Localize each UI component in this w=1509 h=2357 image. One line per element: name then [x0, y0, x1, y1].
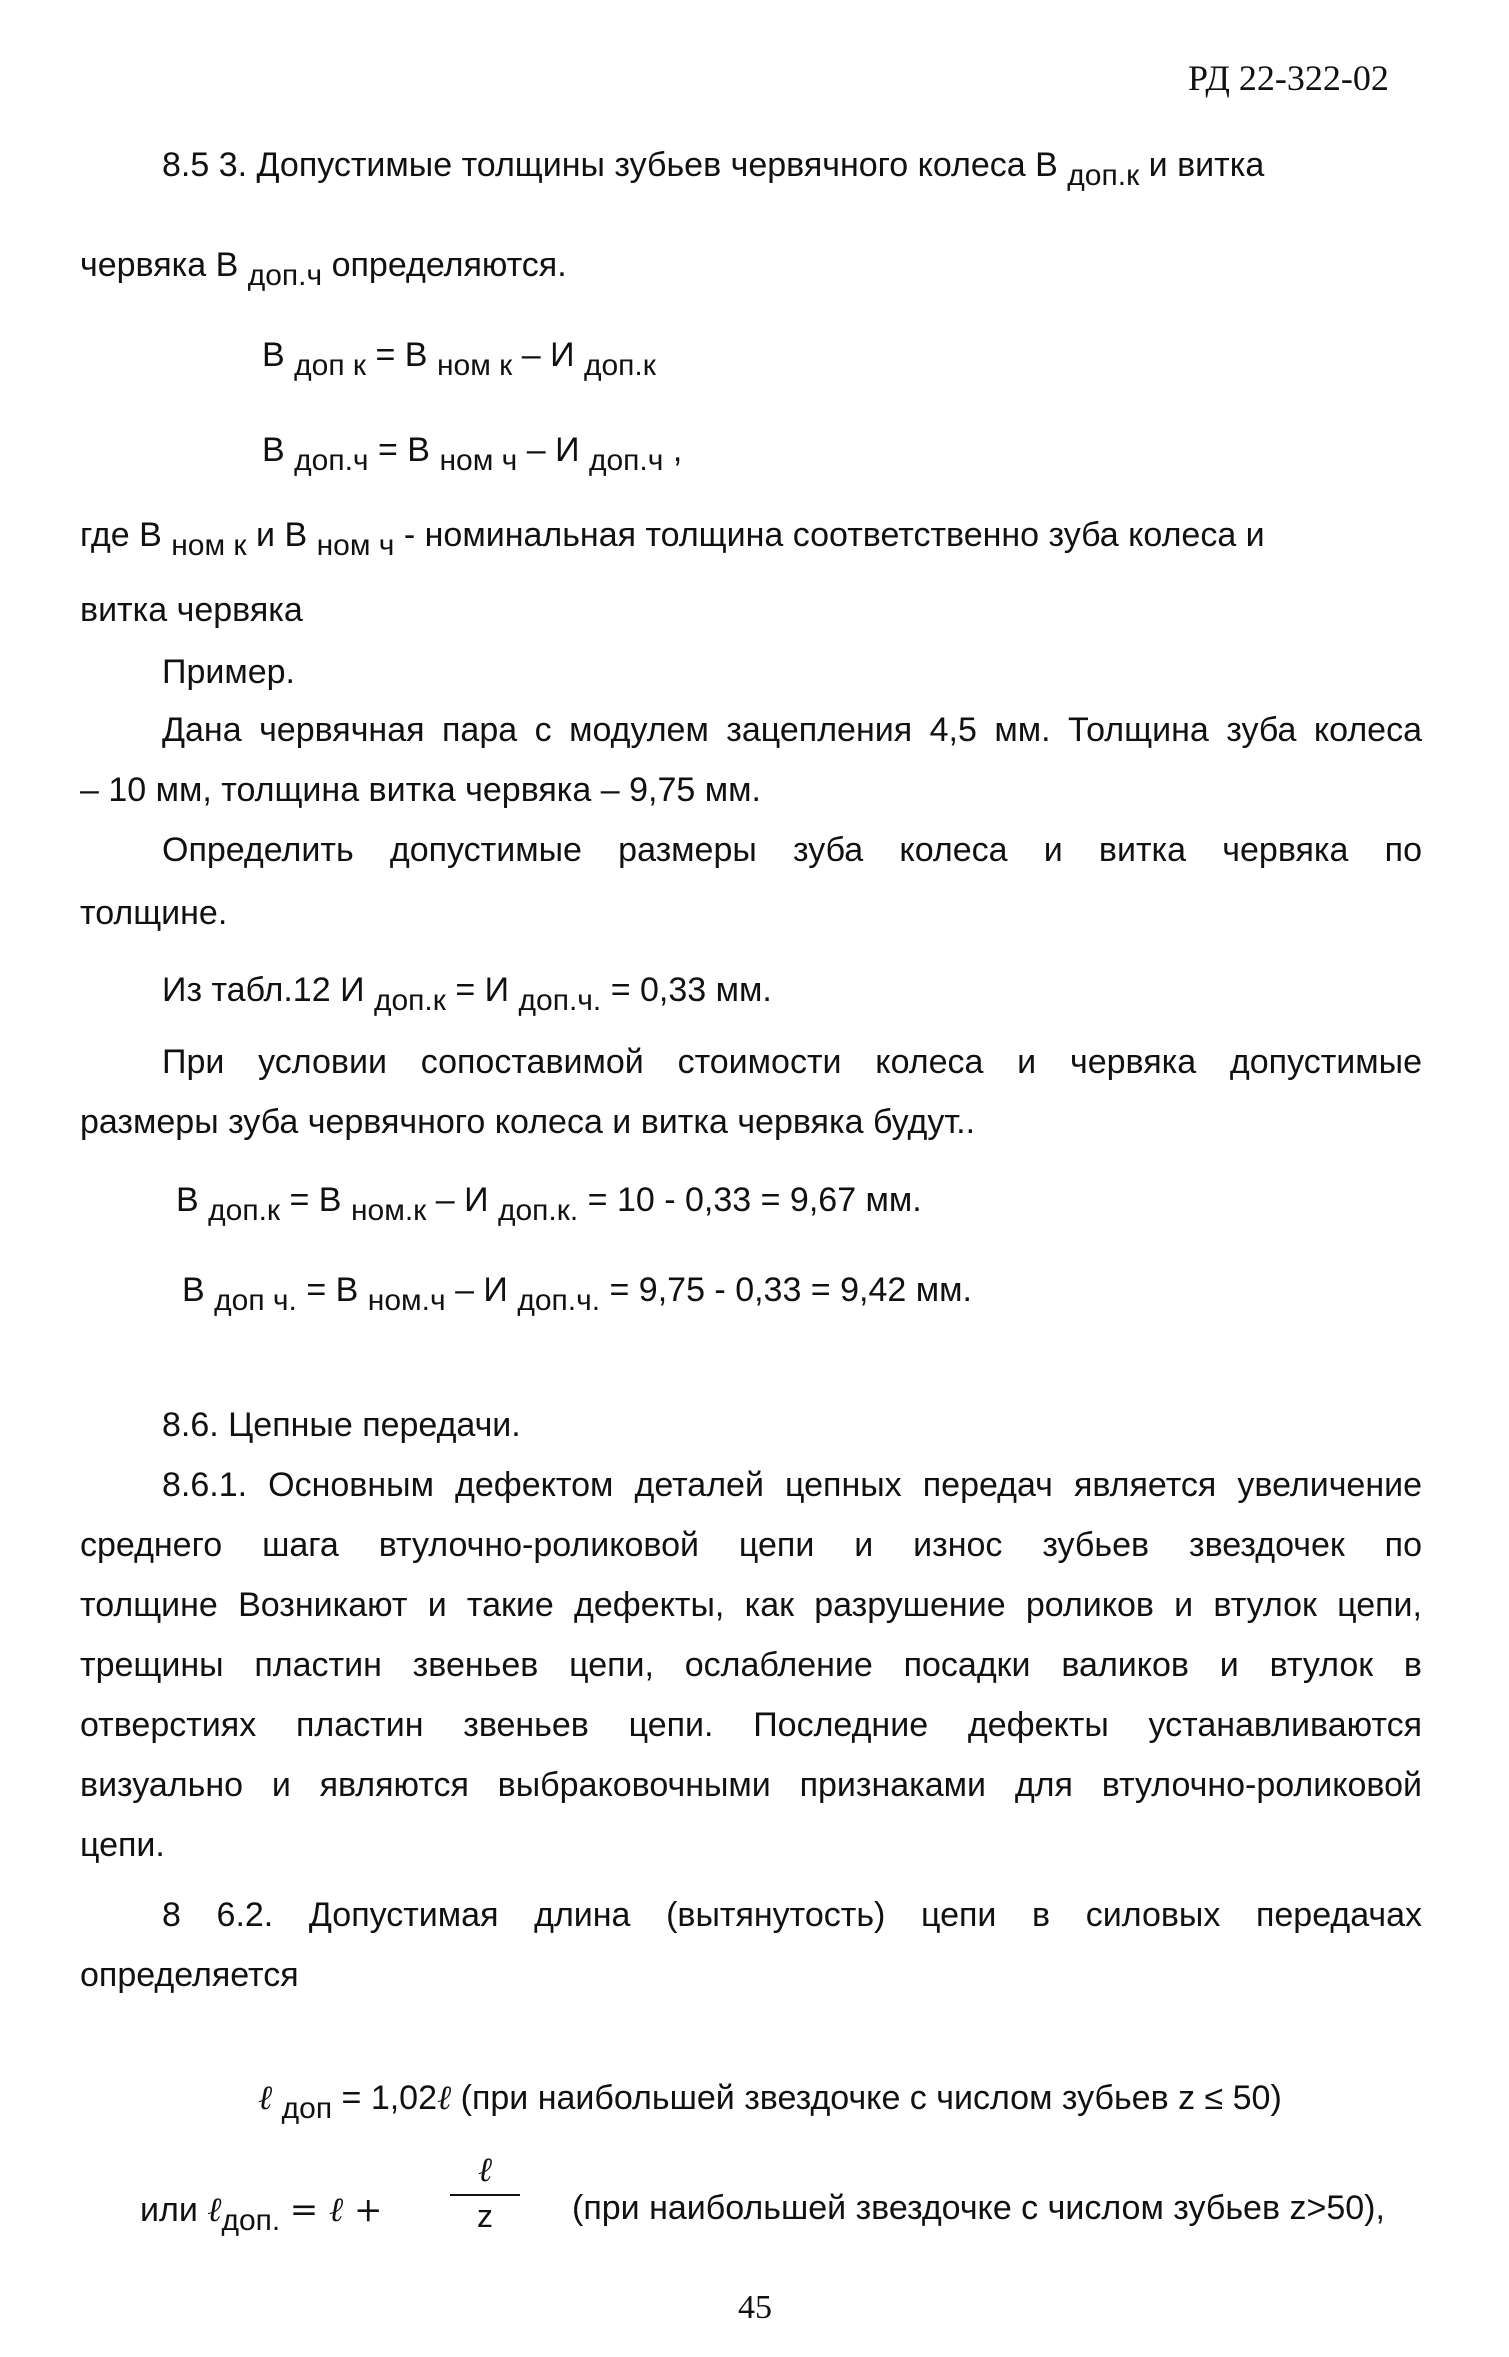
condition-line1: При условии сопоставимой стоимости колеса и червяка допустимые	[162, 1043, 1422, 1081]
condition-line2: размеры зуба червячного колеса и витка червяка будут..	[80, 1103, 976, 1141]
para-853-line2: червяка B $_{доп.ч}$ определяются.	[80, 246, 567, 292]
where-line1: где B $_{ном к}$ и B $_{ном ч}$ - номинальная толщина соответственно зуба колеса и	[80, 516, 1265, 562]
para-861-line6: визуально и являются выбраковочными признаками для втулочно-роликовой	[80, 1766, 1422, 1804]
fraction-l-over-z	[450, 2150, 520, 2234]
para-861-line1: 8.6.1. Основным дефектом деталей цепных передач является увеличение	[162, 1466, 1422, 1504]
para-861-line7: цепи.	[80, 1826, 165, 1864]
where-line2: витка червяка	[80, 591, 303, 629]
para-862-line1: 8 6.2. Допустимая длина (вытянутость) цепи в силовых передачах	[162, 1896, 1422, 1934]
formula-chain-length-le50: ℓ $_{доп}$ = 1,02ℓ (при наибольшей звездочке с числом зубьев z ≤ 50)	[258, 2078, 1282, 2125]
fraction-bar	[450, 2194, 520, 2196]
result-formula-1: B $_{доп.к}$ = B $_{ном.к}$ – И $_{доп.к.}$ = 10 - 0,33 = 9,67 мм.	[176, 1181, 922, 1227]
task-line2: толщине.	[80, 894, 228, 932]
formula-b-dop-k: B $_{доп к}$ = B $_{ном к}$ – И $_{доп.к}$	[262, 336, 656, 382]
para-861-line2: среднего шага втулочно-роликовой цепи и износ зубьев звездочек по	[80, 1526, 1422, 1564]
fraction-denominator: z	[477, 2198, 493, 2234]
task-line1: Определить допустимые размеры зуба колеса и витка червяка по	[162, 831, 1422, 869]
para-861-line4: трещины пластин звеньев цепи, ослабление посадки валиков и втулок в	[80, 1646, 1422, 1684]
given-line2: – 10 мм, толщина витка червяка – 9,75 мм.	[80, 771, 761, 809]
formula-chain-length-gt50: или ℓ$_{доп.}$ = ℓ +	[140, 2190, 383, 2237]
document-code: РД 22-322-02	[1188, 58, 1389, 98]
para-862-line2: определяется	[80, 1956, 299, 1994]
para-861-line5: отверстиях пластин звеньев цепи. Последние дефекты устанавливаются	[80, 1706, 1422, 1744]
section-86-title: 8.6. Цепные передачи.	[162, 1406, 521, 1444]
formula-b-dop-ch: B $_{доп.ч}$ = B $_{ном ч}$ – И $_{доп.ч}$ ,	[262, 431, 683, 477]
result-formula-2: B $_{доп ч.}$ = B $_{ном.ч}$ – И $_{доп.ч.}$ = 9,75 - 0,33 = 9,42 мм.	[182, 1271, 972, 1317]
table-ref-line: Из табл.12 И $_{доп.к}$ = И $_{доп.ч.}$ = 0,33 мм.	[162, 971, 772, 1017]
formula-gt50-note: (при наибольшей звездочке с числом зубьев z>50),	[572, 2189, 1385, 2227]
para-861-line3: толщине Возникают и такие дефекты, как разрушение роликов и втулок цепи,	[80, 1586, 1422, 1624]
given-line1: Дана червячная пара с модулем зацепления 4,5 мм. Толщина зуба колеса	[162, 711, 1422, 749]
example-label: Пример.	[162, 653, 295, 691]
para-853-line1: 8.5 3. Допустимые толщины зубьев червячного колеса B $_{доп.к}$ и витка	[162, 146, 1265, 192]
fraction-numerator: ℓ	[477, 2150, 493, 2190]
page-number: 45	[738, 2289, 772, 2326]
